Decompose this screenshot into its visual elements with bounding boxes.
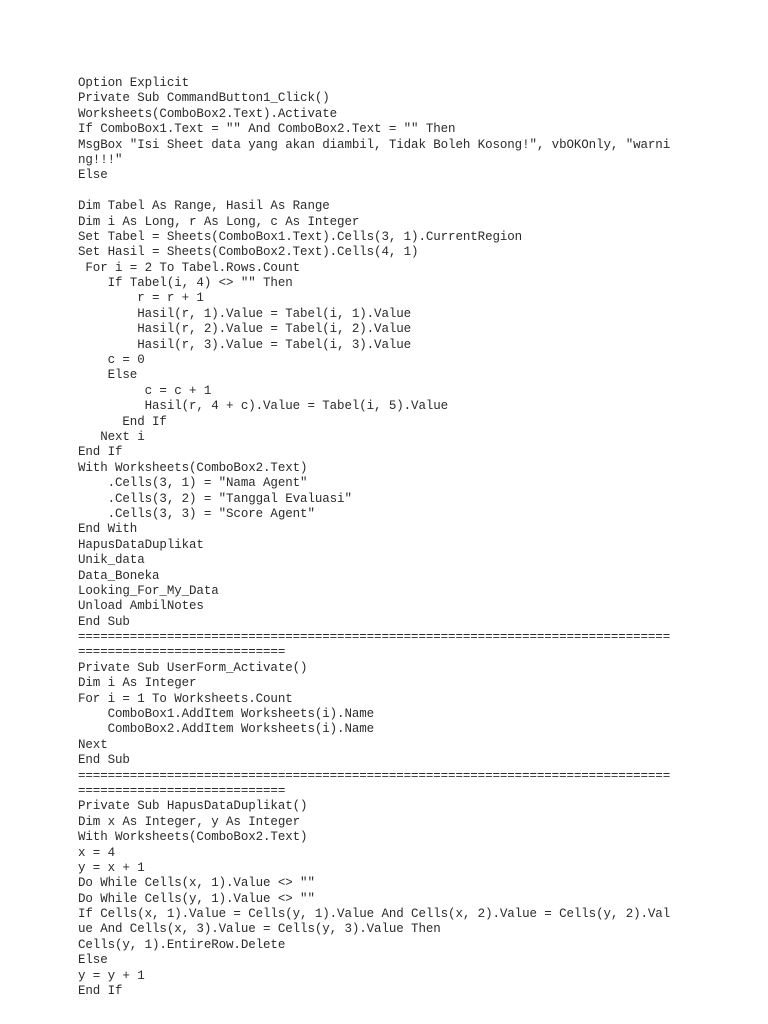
code-line: Do While Cells(y, 1).Value <> "": [78, 891, 315, 906]
code-line: Hasil(r, 4 + c).Value = Tabel(i, 5).Value: [78, 399, 449, 414]
code-line: Set Tabel = Sheets(ComboBox1.Text).Cells(3, 1).CurrentRegion: [78, 229, 523, 244]
code-line: Unload AmbilNotes: [78, 599, 204, 614]
code-line: If Cells(x, 1).Value = Cells(y, 1).Value And Cells(x, 2).Value = Cells(y, 2).Val: [78, 907, 671, 922]
code-line: Option Explicit: [78, 76, 190, 90]
code-line: Dim i As Long, r As Long, c As Integer: [78, 214, 360, 229]
code-line: Else: [78, 953, 108, 968]
code-line: With Worksheets(ComboBox2.Text): [78, 830, 308, 845]
code-line: ============================: [78, 645, 286, 660]
code-line: Data_Boneka: [78, 568, 160, 583]
code-line: With Worksheets(ComboBox2.Text): [78, 460, 308, 475]
code-line: Else: [78, 168, 108, 183]
code-line: Else: [78, 368, 138, 383]
code-line: ================================================================================: [78, 630, 671, 645]
code-line: Dim i As Integer: [78, 676, 197, 691]
code-line: x = 4: [78, 845, 116, 860]
code-line: Do While Cells(x, 1).Value <> "": [78, 876, 315, 891]
code-line: ============================: [78, 783, 286, 798]
code-line: .Cells(3, 3) = "Score Agent": [78, 506, 315, 521]
code-line: Next i: [78, 429, 145, 444]
code-line: HapusDataDuplikat: [78, 537, 204, 552]
code-line: End With: [78, 522, 138, 537]
code-line: End Sub: [78, 753, 130, 768]
code-line: Hasil(r, 2).Value = Tabel(i, 2).Value: [78, 322, 412, 337]
code-line: Hasil(r, 3).Value = Tabel(i, 3).Value: [78, 337, 412, 352]
code-line: c = 0: [78, 353, 145, 368]
code-line: ComboBox2.AddItem Worksheets(i).Name: [78, 722, 375, 737]
code-line: For i = 2 To Tabel.Rows.Count: [78, 260, 301, 275]
code-line: ue And Cells(x, 3).Value = Cells(y, 3).Value Then: [78, 922, 441, 937]
code-line: ComboBox1.AddItem Worksheets(i).Name: [78, 707, 375, 722]
code-line: ng!!!": [78, 152, 123, 167]
code-line: Private Sub HapusDataDuplikat(): [78, 799, 308, 814]
code-line: Worksheets(ComboBox2.Text).Activate: [78, 106, 338, 121]
code-line: Next: [78, 737, 108, 752]
code-listing: [78, 76, 718, 999]
code-line: Unik_data: [78, 553, 145, 568]
code-line: If Tabel(i, 4) <> "" Then: [78, 276, 293, 291]
code-line: End If: [78, 984, 123, 999]
code-line: MsgBox "Isi Sheet data yang akan diambil, Tidak Boleh Kosong!", vbOKOnly, "warni: [78, 137, 671, 152]
code-line: If ComboBox1.Text = "" And ComboBox2.Text = "" Then: [78, 122, 456, 137]
code-line: y = y + 1: [78, 968, 145, 983]
code-line: Private Sub UserForm_Activate(): [78, 660, 308, 675]
code-line: Hasil(r, 1).Value = Tabel(i, 1).Value: [78, 306, 412, 321]
code-line: Looking_For_My_Data: [78, 583, 219, 598]
code-line: y = x + 1: [78, 860, 145, 875]
code-line: End Sub: [78, 614, 130, 629]
code-line: For i = 1 To Worksheets.Count: [78, 691, 293, 706]
code-line: .Cells(3, 1) = "Nama Agent": [78, 476, 308, 491]
code-line: Set Hasil = Sheets(ComboBox2.Text).Cells(4, 1): [78, 245, 419, 260]
code-line: Private Sub CommandButton1_Click(): [78, 91, 330, 106]
code-line: c = c + 1: [78, 383, 212, 398]
code-line: Cells(y, 1).EntireRow.Delete: [78, 937, 286, 952]
code-line: End If: [78, 414, 167, 429]
code-line: .Cells(3, 2) = "Tanggal Evaluasi": [78, 491, 352, 506]
code-line: r = r + 1: [78, 291, 204, 306]
code-line: End If: [78, 445, 123, 460]
code-line: Dim x As Integer, y As Integer: [78, 814, 301, 829]
code-line: Dim Tabel As Range, Hasil As Range: [78, 199, 330, 214]
code-line: [78, 184, 718, 199]
code-line: ================================================================================: [78, 768, 671, 783]
